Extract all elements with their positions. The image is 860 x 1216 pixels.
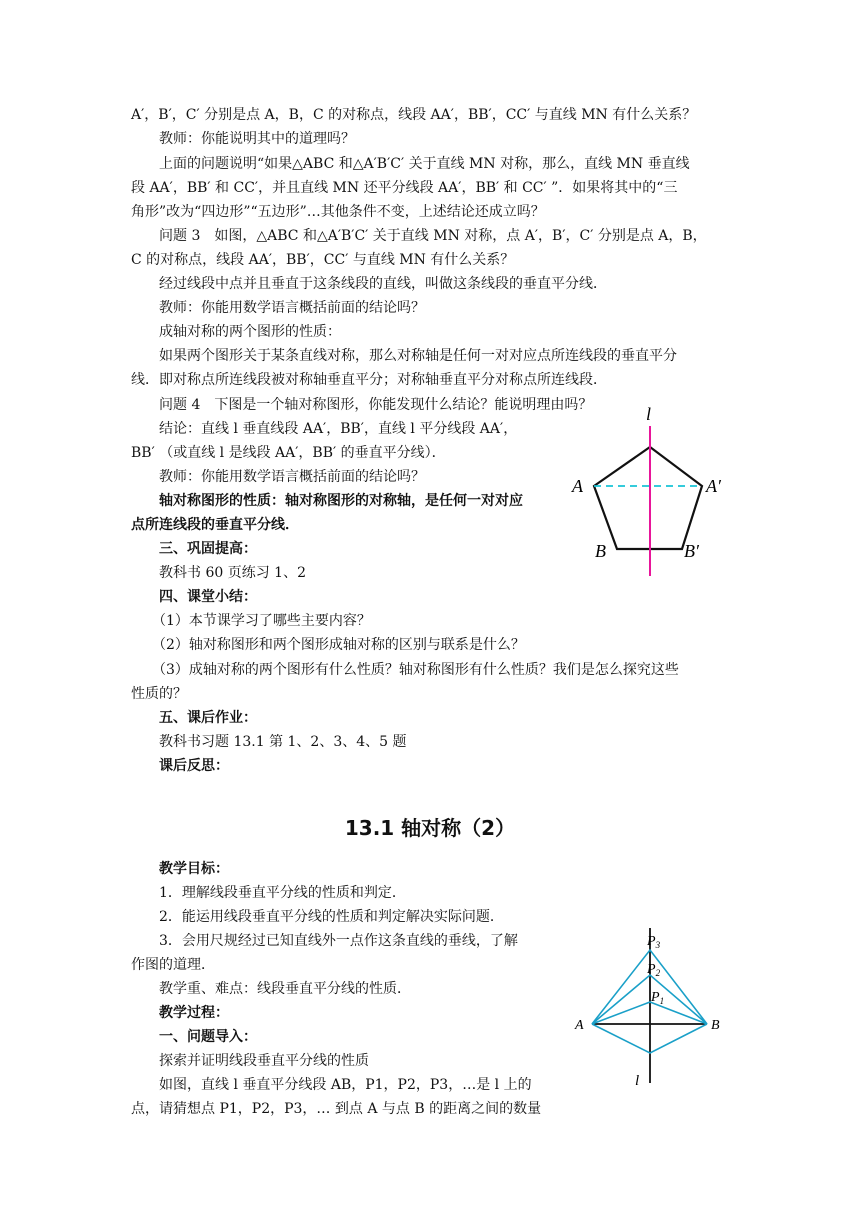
text-line: 作图的道理． (131, 957, 215, 973)
text-line: 性质的？ (131, 686, 187, 702)
text-line: （1）本节课学习了哪些主要内容？ (131, 613, 371, 629)
text-line: 问题 3 如图，△ABC 和△A′B′C′ 关于直线 MN 对称，点 A′，B′，C′ 分别是点 A，B， (131, 228, 707, 244)
text-line: A′，B′，C′ 分别是点 A，B，C 的对称点，线段 AA′，BB′，CC′ 与直线 MN 有什么关系？ (131, 107, 697, 123)
text-line: 线．即对称点所连线段被对称轴垂直平分；对称轴垂直平分对称点所连线段． (131, 372, 607, 388)
figure-label-l: l (646, 404, 652, 424)
text-line: 点，请猜想点 P1，P2，P3，… 到点 A 与点 B 的距离之间的数量 (131, 1101, 542, 1117)
text-line: 教学重、难点：线段垂直平分线的性质． (131, 981, 411, 997)
figure-label-p1: $P_1$ (651, 990, 665, 1006)
figure-label-a-prime: A′ (706, 476, 721, 496)
section-heading: 五、课后作业： (131, 710, 257, 726)
text-line: 问题 4 下图是一个轴对称图形，你能发现什么结论？能说明理由吗？ (131, 397, 593, 413)
text-line: 教师：你能说明其中的道理吗？ (131, 131, 355, 147)
text-line: 如果两个图形关于某条直线对称，那么对称轴是任何一对对应点所连线段的垂直平分 (131, 348, 677, 364)
text-line: 点所连线段的垂直平分线． (131, 517, 299, 533)
text-line: 角形”改为“四边形”“五边形”…其他条件不变，上述结论还成立吗？ (131, 204, 545, 220)
text-line: 1．理解线段垂直平分线的性质和判定． (131, 885, 406, 901)
text-line: BB′ （或直线 l 是线段 AA′，BB′ 的垂直平分线）． (131, 445, 446, 461)
figure-label-b: B (595, 541, 606, 561)
section-heading: 一、问题导入： (131, 1029, 257, 1045)
text-line: 教科书 60 页练习 1、2 (131, 565, 306, 581)
text-line: （2）轴对称图形和两个图形成轴对称的区别与联系是什么？ (131, 637, 525, 653)
section-heading: 课后反思： (131, 758, 229, 774)
section-heading: 教学目标： (131, 861, 229, 877)
text-line: 如图，直线 l 垂直平分线段 AB，P1，P2，P3，…是 l 上的 (131, 1077, 532, 1093)
text-line: 探索并证明线段垂直平分线的性质 (131, 1053, 369, 1069)
section-heading: 教学过程： (131, 1005, 229, 1021)
bisector-figure (565, 925, 735, 1090)
section-heading: 四、课堂小结： (131, 589, 257, 605)
section-title: 13.1 轴对称（2） (344, 816, 516, 840)
figure-label-p2: $P_2$ (647, 962, 661, 978)
text-line: 成轴对称的两个图形的性质： (131, 324, 341, 340)
text-line: C 的对称点，线段 AA′，BB′，CC′ 与直线 MN 有什么关系？ (131, 252, 515, 268)
figure-label-a: A (575, 1018, 584, 1033)
section-heading: 三、巩固提高： (131, 541, 257, 557)
text-line: 2．能运用线段垂直平分线的性质和判定解决实际问题． (131, 909, 504, 925)
text-line: 教师：你能用数学语言概括前面的结论吗？ (131, 469, 425, 485)
text-line: 经过线段中点并且垂直于这条线段的直线，叫做这条线段的垂直平分线． (131, 276, 607, 292)
text-line: 结论：直线 l 垂直线段 AA′，BB′，直线 l 平分线段 AA′， (131, 421, 518, 437)
pentagon-shape (594, 447, 702, 549)
figure-label-a: A (572, 476, 583, 496)
text-line: 轴对称图形的性质：轴对称图形的对称轴，是任何一对对应 (131, 493, 523, 509)
text-line: （3）成轴对称的两个图形有什么性质？轴对称图形有什么性质？我们是怎么探究这些 (131, 662, 679, 678)
figure-label-l: l (635, 1073, 640, 1089)
text-line: 3．会用尺规经过已知直线外一点作这条直线的垂线，了解 (131, 933, 518, 949)
text-line: 教师：你能用数学语言概括前面的结论吗？ (131, 300, 425, 316)
figure-label-b-prime: B′ (684, 541, 699, 561)
figure-label-b: B (711, 1018, 720, 1033)
figure-label-p3: $P_3$ (647, 934, 661, 950)
pentagon-figure (560, 400, 740, 590)
text-line: 上面的问题说明“如果△ABC 和△A′B′C′ 关于直线 MN 对称，那么，直线 MN 垂直线 (131, 156, 690, 172)
text-line: 教科书习题 13.1 第 1、2、3、4、5 题 (131, 734, 407, 750)
text-line: 段 AA′，BB′ 和 CC′，并且直线 MN 还平分线段 AA′，BB′ 和 CC′ ”．如果将其中的“三 (131, 180, 678, 196)
